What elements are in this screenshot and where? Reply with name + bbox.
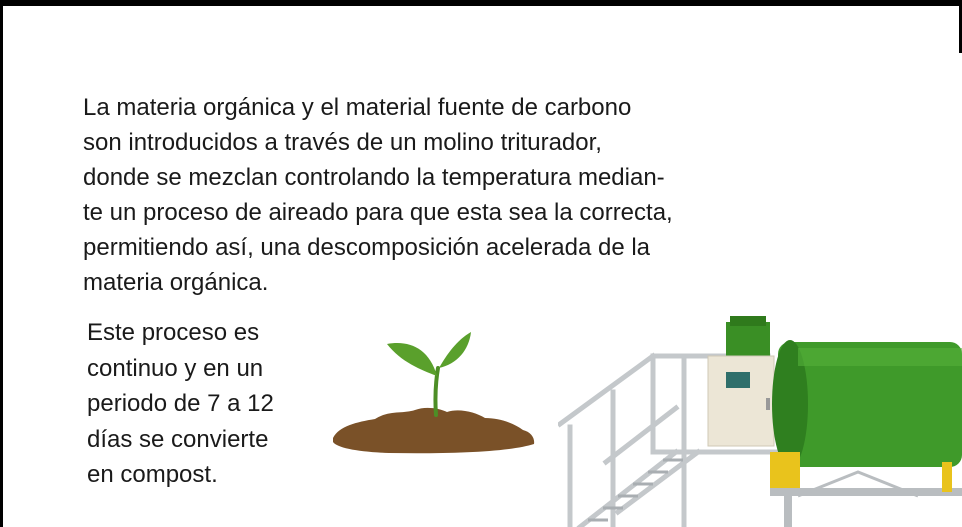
main-line: te un proceso de aireado para que esta sea la correcta, bbox=[83, 199, 673, 226]
main-line: La materia orgánica y el material fuente de carbono bbox=[83, 94, 632, 121]
side-paragraph bbox=[87, 315, 303, 493]
main-line: donde se mezclan controlando la temperatura median- bbox=[83, 164, 665, 191]
side-line: Este proceso es bbox=[87, 319, 260, 346]
side-line: en compost. bbox=[87, 461, 218, 488]
document-page bbox=[3, 6, 962, 527]
side-line: días se convierte bbox=[87, 425, 269, 453]
side-line: periodo de 7 a 12 bbox=[87, 390, 274, 417]
composting-machine-icon bbox=[558, 312, 962, 527]
main-line: son introducidos a través de un molino triturador, bbox=[83, 129, 602, 156]
main-line: permitiendo así, una descomposición acelerada de la bbox=[83, 234, 651, 261]
main-line: materia orgánica. bbox=[83, 269, 269, 296]
seedling-icon bbox=[329, 326, 539, 461]
main-paragraph bbox=[83, 90, 786, 300]
side-line: continuo y en un bbox=[87, 354, 264, 382]
